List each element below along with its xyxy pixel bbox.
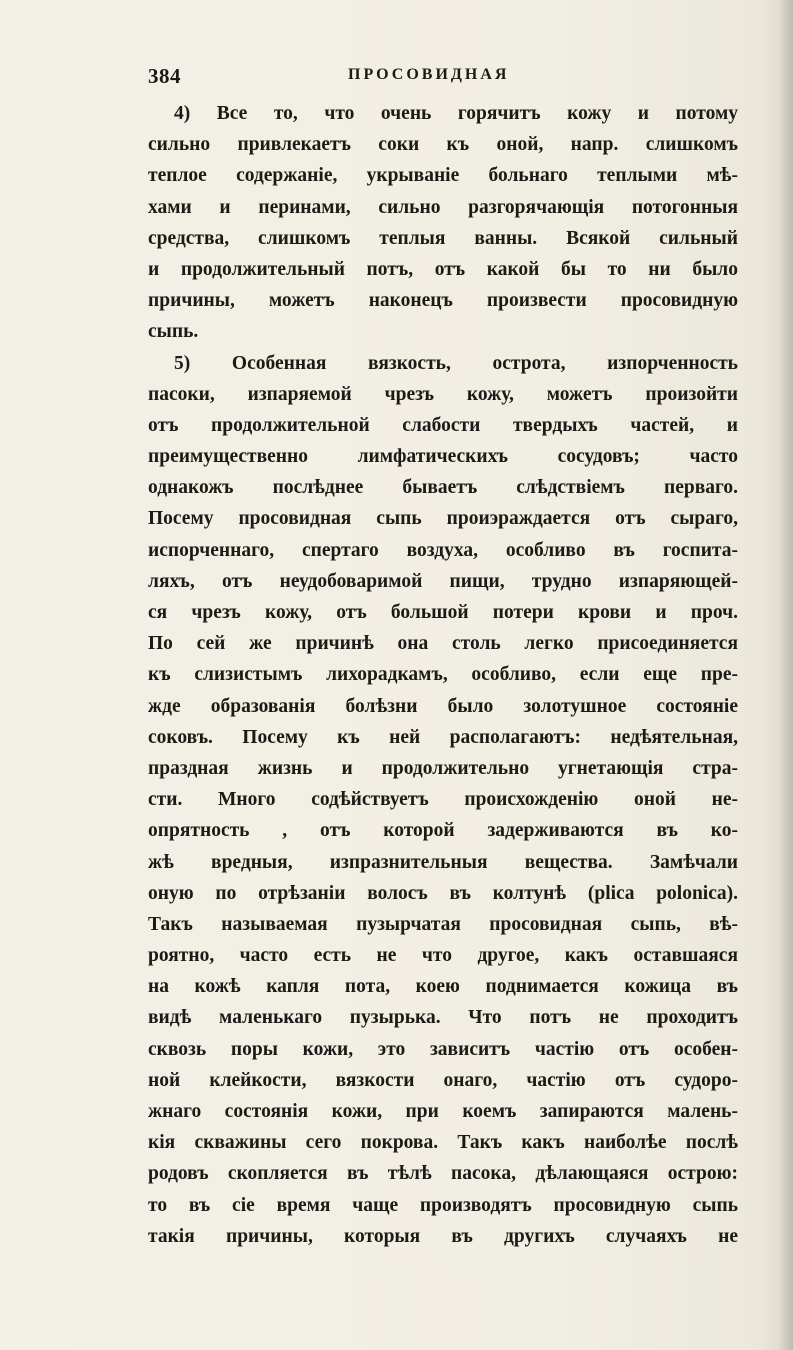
text-line: ся чрезъ кожу, отъ большой потери крови и проч. bbox=[148, 602, 738, 623]
text-line: причины, можетъ наконецъ произвести просовидную bbox=[148, 290, 738, 312]
text-line: 4) Все то, что очень горячитъ кожу и потому bbox=[174, 103, 738, 124]
text-line: 5) Особенная вязкость, острота, изпорченность bbox=[174, 352, 738, 374]
text-line: и продолжительный потъ, отъ какой бы то ни было bbox=[148, 258, 738, 280]
page-number: 384 bbox=[148, 64, 181, 88]
text-line: сыпь. bbox=[148, 321, 199, 343]
text-line: соковъ. Посему къ ней располагаютъ: недѣятельная, bbox=[148, 726, 738, 748]
text-line: теплое содержаніе, укрываніе больнаго теплыми мѣ- bbox=[148, 165, 738, 187]
text-line: на кожѣ капля пота, коею поднимается кожица въ bbox=[148, 976, 738, 998]
text-line: однакожъ послѣднее бываетъ слѣдствіемъ перваго. bbox=[148, 477, 738, 499]
text-line: испорченнаго, спертаго воздуха, особливо въ госпита- bbox=[148, 539, 738, 561]
text-line: оную по отрѣзаніи волосъ въ колтунѣ (plica polonica). bbox=[148, 882, 738, 904]
text-line: жѣ вредныя, изпразнительныя вещества. Замѣчали bbox=[148, 851, 738, 873]
text-line: жнаго состоянія кожи, при коемъ запираются малень- bbox=[148, 1101, 738, 1122]
text-line: Посему просовидная сыпь проиэраждается отъ сыраго, bbox=[148, 508, 738, 530]
page-edge-shadow bbox=[779, 0, 793, 1350]
text-line: сильно привлекаетъ соки къ оной, напр. слишкомъ bbox=[148, 134, 738, 156]
text-line: праздная жизнь и продолжительно угнетающія стра- bbox=[148, 757, 738, 779]
text-line: видѣ маленькаго пузырька. Что потъ не проходитъ bbox=[148, 1007, 738, 1029]
text-line: къ слизистымъ лихорадкамъ, особливо, если еще пре- bbox=[148, 664, 738, 686]
text-line: такія причины, которыя въ другихъ случаяхъ не bbox=[148, 1225, 738, 1247]
text-line: хами и перинами, сильно разгорячающія потогонныя bbox=[148, 196, 738, 218]
text-line: Такъ называемая пузырчатая просовидная сыпь, вѣ- bbox=[148, 913, 738, 935]
text-line: средства, слишкомъ теплыя ванны. Всякой сильный bbox=[148, 227, 738, 249]
text-line: сти. Много содѣйствуетъ происхожденію оной не- bbox=[148, 789, 738, 811]
page-header bbox=[148, 64, 738, 94]
text-line: преимущественно лимфатическихъ сосудовъ; часто bbox=[148, 446, 738, 468]
text-line: родовъ скопляется въ тѣлѣ пасока, дѣлающаяся острою: bbox=[148, 1163, 738, 1185]
text-line: ляхъ, отъ неудобоваримой пищи, трудно изпаряющей- bbox=[148, 570, 738, 592]
text-line: сквозь поры кожи, это зависитъ частію отъ особен- bbox=[148, 1038, 738, 1060]
text-line: отъ продолжительной слабости твердыхъ частей, и bbox=[148, 414, 738, 436]
running-title: ПРОСОВИДНАЯ bbox=[348, 66, 510, 83]
text-line: роятно, часто есть не что другое, какъ оставшаяся bbox=[148, 945, 738, 967]
text-line: ной клейкости, вязкости онаго, частію отъ судоро- bbox=[148, 1069, 738, 1091]
text-body bbox=[148, 98, 738, 1252]
text-line: то въ сіе время чаще производятъ просовидную сыпь bbox=[148, 1194, 738, 1216]
text-line: кія скважины сего покрова. Такъ какъ наиболѣе послѣ bbox=[148, 1132, 738, 1154]
text-line: пасоки, изпаряемой чрезъ кожу, можетъ произойти bbox=[148, 383, 738, 405]
text-line: жде образованія болѣзни было золотушное состояніе bbox=[148, 695, 738, 717]
text-line: По сей же причинѣ она столь легко присоединяется bbox=[148, 633, 738, 655]
text-line: опрятность , отъ которой задерживаются въ ко- bbox=[148, 820, 738, 842]
